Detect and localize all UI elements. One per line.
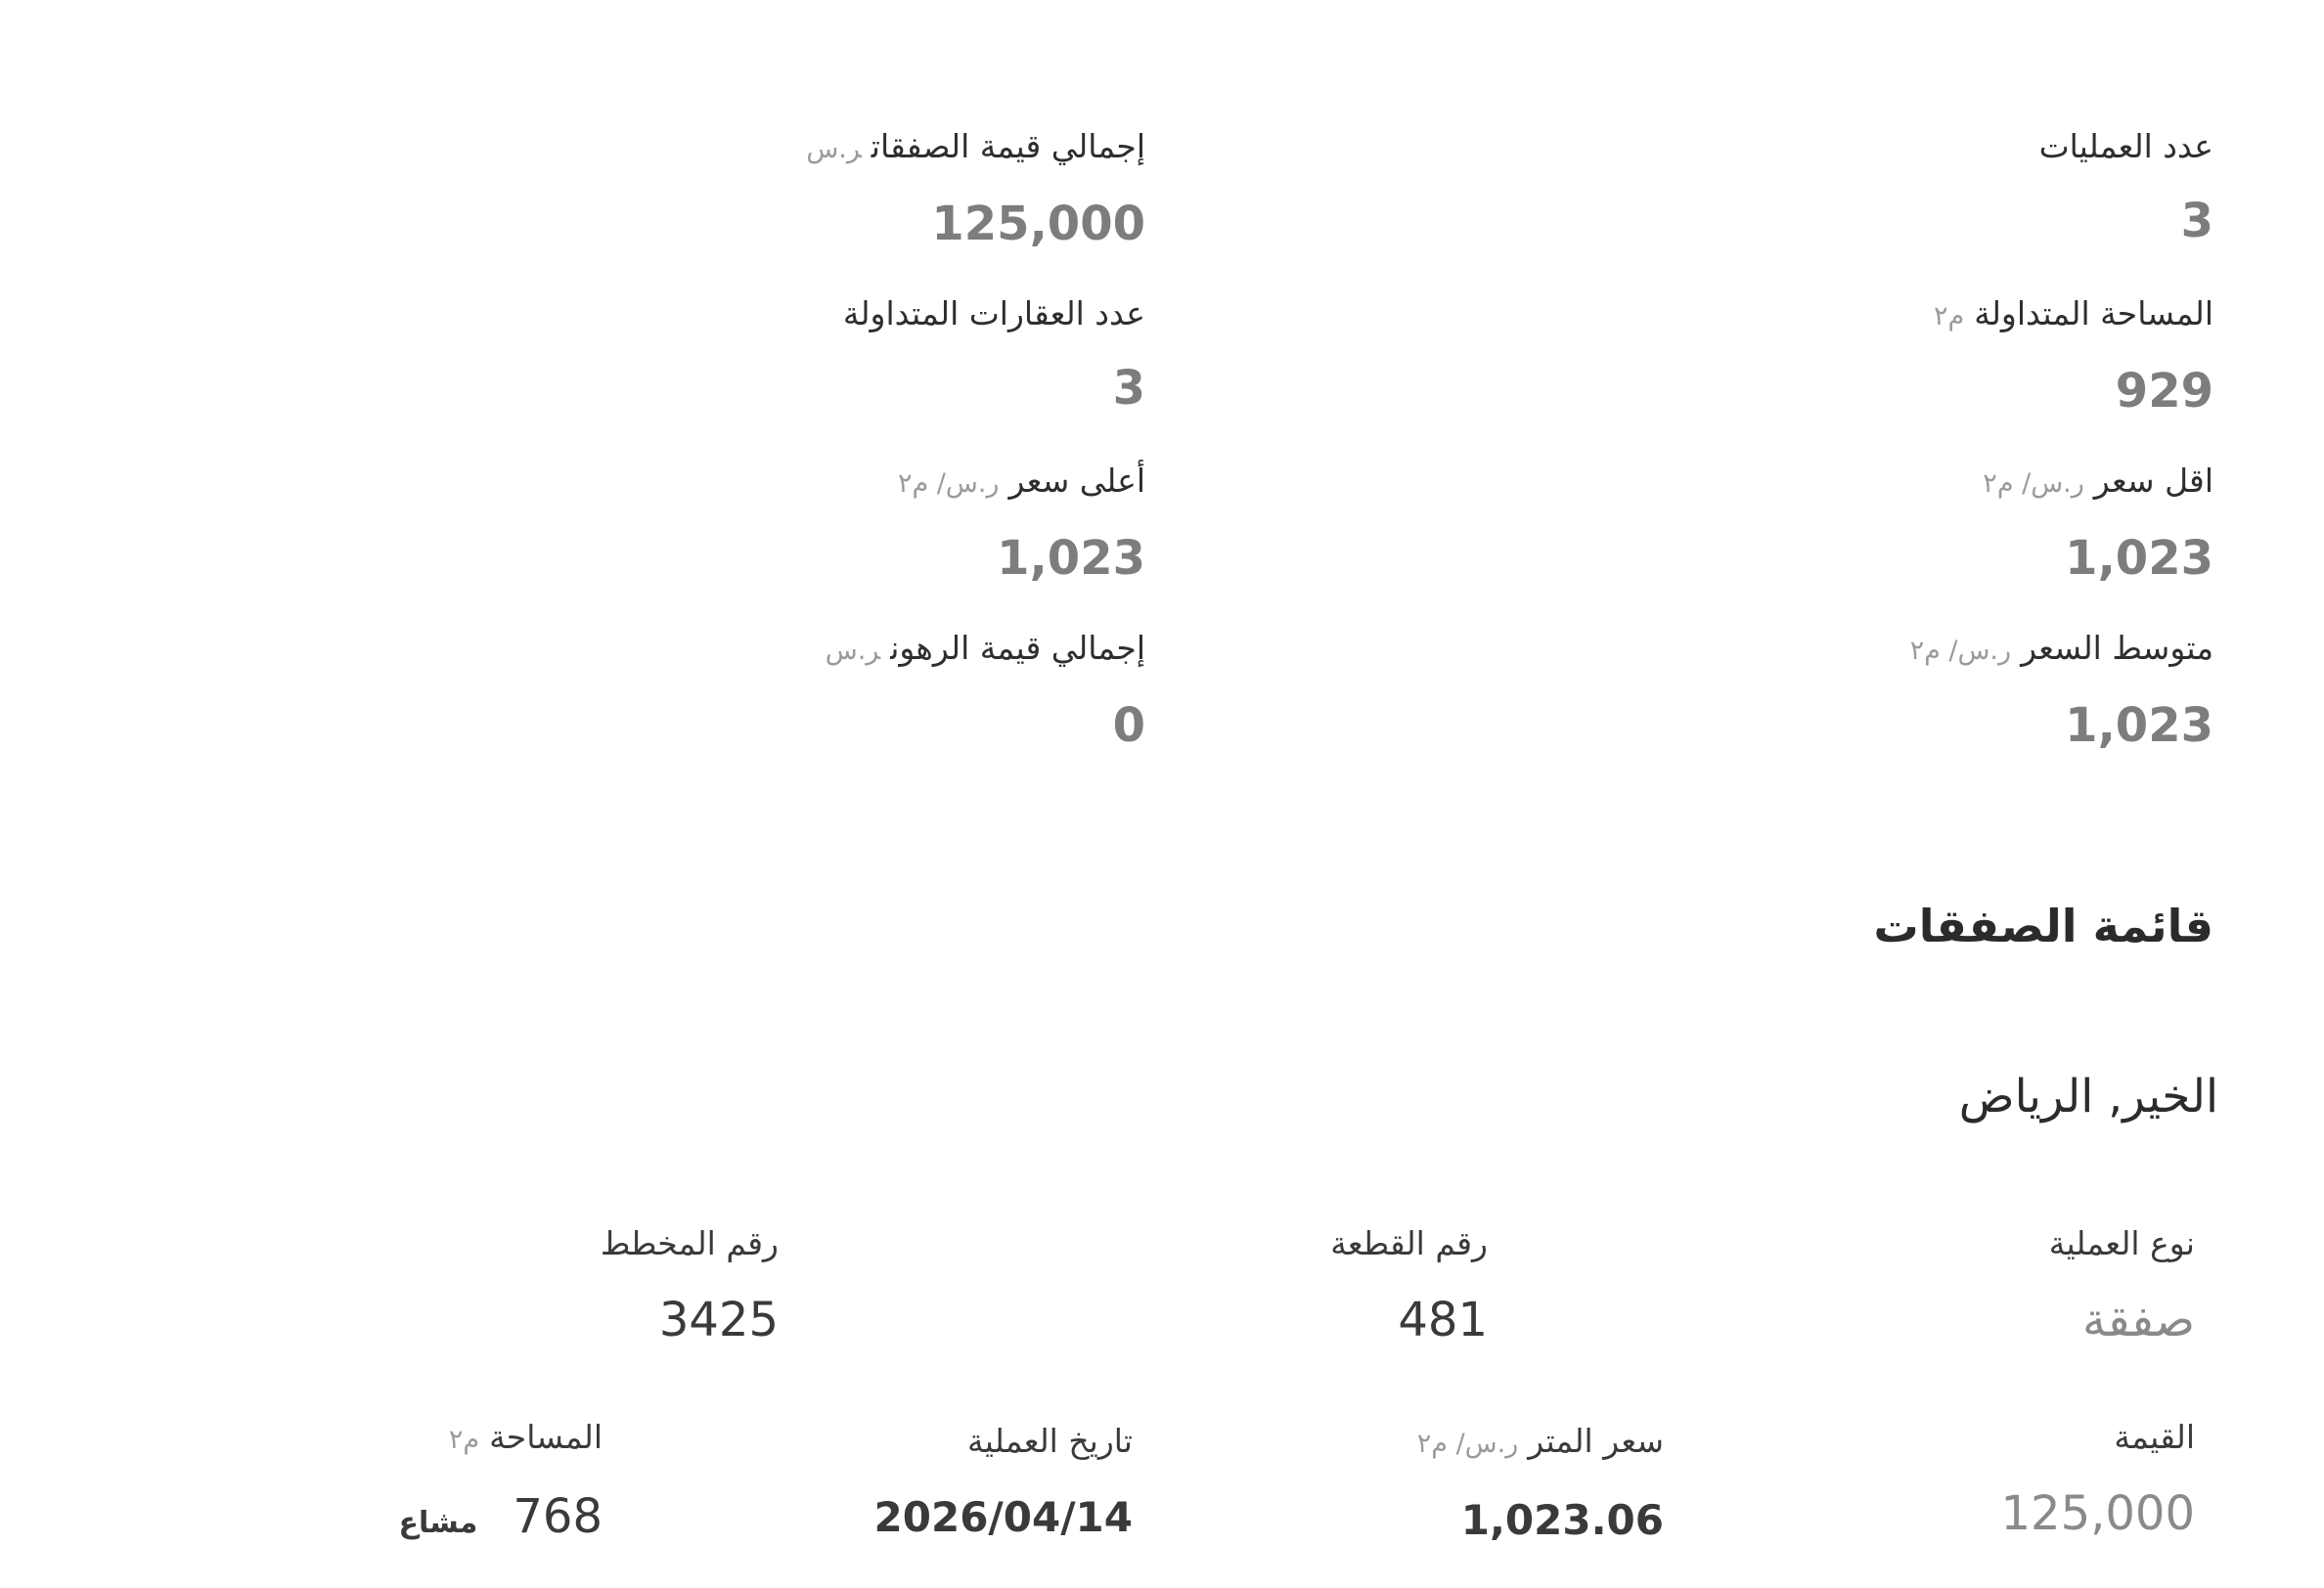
stat-traded-properties xyxy=(656,292,1145,418)
plan-number-label: رقم المخطط xyxy=(600,1224,779,1262)
stat-max-price xyxy=(656,460,1145,588)
stat-unit: ر.س xyxy=(825,636,881,666)
stat-label xyxy=(1724,292,2213,338)
stat-label-text: المساحة المتداولة xyxy=(1974,294,2213,332)
meter-price-label xyxy=(1292,1420,1664,1466)
stat-label-text: اقل سعر xyxy=(2093,462,2213,500)
deal-type-value: صفقة xyxy=(2081,1293,2195,1347)
area-field xyxy=(231,1416,603,1546)
plan-number-field xyxy=(407,1222,779,1349)
stat-label xyxy=(656,460,1145,506)
stat-label-text: متوسط السعر xyxy=(2021,629,2213,667)
stat-total-mortgage xyxy=(656,627,1145,755)
stat-value: 1,023 xyxy=(2065,531,2213,586)
stat-label-text: أعلى سعر xyxy=(1008,462,1145,500)
stat-unit: ر.س/ م٢ xyxy=(1909,636,2012,666)
meter-price-field xyxy=(1292,1420,1664,1550)
stat-value: 929 xyxy=(2115,364,2213,419)
deal-date-value: 2026/04/14 xyxy=(873,1493,1133,1541)
area-label xyxy=(231,1416,603,1462)
stat-total-deals-value xyxy=(656,125,1145,253)
stat-label xyxy=(656,627,1145,673)
plan-number-value: 3425 xyxy=(658,1293,779,1347)
deal-value-field xyxy=(1823,1416,2195,1543)
plot-number-label: رقم القطعة xyxy=(1330,1224,1488,1262)
meter-price-label-text: سعر المتر xyxy=(1528,1422,1664,1460)
meter-price-value: 1,023.06 xyxy=(1460,1496,1664,1544)
plot-number-field xyxy=(1116,1222,1488,1349)
deal-value-value: 125,000 xyxy=(2000,1486,2195,1541)
stat-value: 1,023 xyxy=(2065,698,2213,753)
stat-label xyxy=(1724,627,2213,673)
area-value: 768 xyxy=(513,1489,603,1544)
area-value-row xyxy=(231,1487,603,1546)
stat-label xyxy=(1724,460,2213,506)
stat-avg-price xyxy=(1724,627,2213,755)
stat-label xyxy=(656,125,1145,171)
stat-label xyxy=(656,292,1145,335)
stat-value: 3 xyxy=(1112,361,1145,416)
stat-unit: م٢ xyxy=(1933,301,1965,331)
stat-label-text: إجمالي قيمة الصفقات xyxy=(871,127,1145,165)
stat-value: 125,000 xyxy=(931,197,1145,251)
deal-type-field xyxy=(1823,1222,2195,1349)
stat-label-text: عدد العمليات xyxy=(2038,127,2213,165)
stat-unit: ر.س/ م٢ xyxy=(1983,468,2084,499)
plot-number-value: 481 xyxy=(1398,1293,1488,1347)
stat-label-text: إجمالي قيمة الرهون xyxy=(890,629,1145,667)
stat-ops-count xyxy=(1724,125,2213,250)
stat-unit: ر.س/ م٢ xyxy=(897,468,1000,499)
deal-date-label: تاريخ العملية xyxy=(967,1422,1133,1460)
meter-price-unit: ر.س/ م٢ xyxy=(1416,1429,1519,1459)
deals-list-title: قائمة الصفقات xyxy=(1873,900,2213,952)
area-label-text: المساحة xyxy=(489,1418,603,1456)
stat-label xyxy=(1724,125,2213,168)
shared-ownership-tag: مشاع xyxy=(398,1506,478,1540)
deal-location-title[interactable]: الخير, الرياض xyxy=(1958,1070,2218,1124)
deal-value-label: القيمة xyxy=(2114,1418,2195,1456)
stat-unit: ر.س xyxy=(806,134,862,164)
stat-value: 1,023 xyxy=(997,531,1145,586)
deal-type-label: نوع العملية xyxy=(2048,1224,2195,1262)
stat-label-text: عدد العقارات المتداولة xyxy=(842,294,1145,332)
stat-value: 0 xyxy=(1112,698,1145,753)
stat-traded-area xyxy=(1724,292,2213,420)
deal-date-field xyxy=(761,1420,1133,1547)
stat-min-price xyxy=(1724,460,2213,588)
stat-value: 3 xyxy=(2180,194,2213,248)
area-unit: م٢ xyxy=(448,1425,480,1455)
